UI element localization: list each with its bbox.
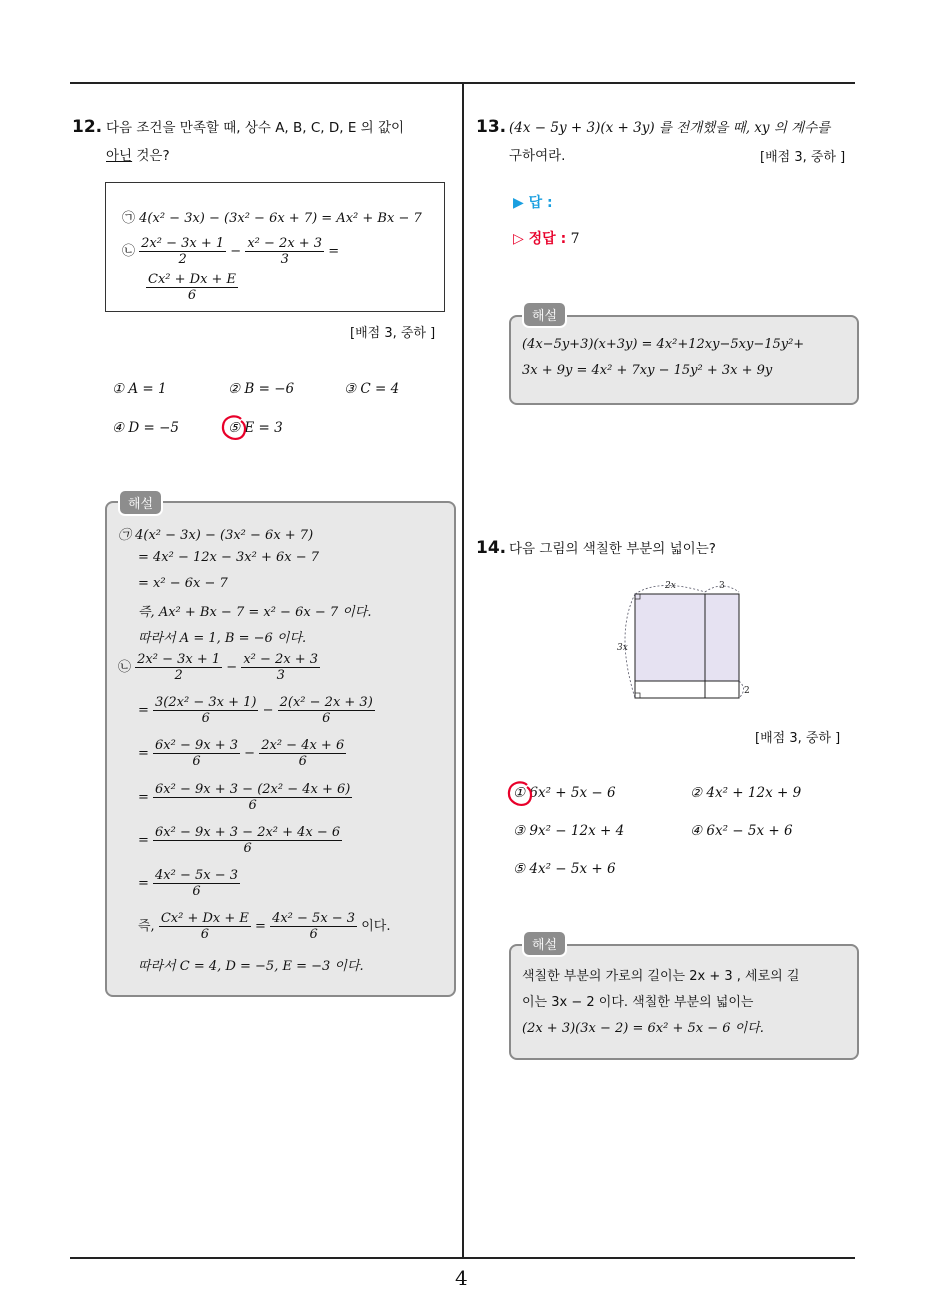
q13-score: [배점 3, 중하 ]: [760, 150, 846, 165]
q14-sol-line1: 색칠한 부분의 가로의 길이는 2x + 3 , 세로의 길: [522, 969, 800, 984]
q12-choice-2[interactable]: ② B = −6: [228, 381, 295, 397]
q12-cond2-frac3: $\frac{\text{Cx² + Dx + E}}{6}$: [148, 272, 237, 303]
q14-shaded-region: [635, 594, 739, 681]
q13-answer-label: ▶ 답 :: [513, 195, 553, 211]
q12-score: [배점 3, 중하 ]: [350, 326, 436, 341]
q14-figure: [610, 574, 758, 704]
q12-sol-line8: = $\frac{\text{6x² − 9x + 3}}{6}$ − $\frac{\text{2x² − 4x + 6}}{6}$: [138, 738, 345, 769]
q12-cond2-frac1: $\frac{\text{2x² − 3x + 1}}{2}$: [141, 236, 225, 267]
q14-solution-tag: 해설: [522, 930, 567, 957]
q12-sol-line2: = 4x² − 12x − 3x² + 6x − 7: [138, 550, 320, 565]
q12-sol-line13: 따라서 C = 4, D = −5, E = −3 이다.: [138, 959, 364, 974]
q13-sol-line2: 3x + 9y = 4x² + 7xy − 15y² + 3x + 9y: [522, 363, 773, 378]
q13-text-line1: (4x − 5y + 3)(x + 3y) 를 전개했을 때, xy 의 계수를: [509, 120, 831, 136]
q14-sol-line3: (2x + 3)(3x − 2) = 6x² + 5x − 6 이다.: [522, 1021, 764, 1036]
q14-choice-5[interactable]: ⑤ 4x² − 5x + 6: [513, 861, 616, 877]
q12-answer-circle-icon: [219, 413, 249, 443]
q13-text-line2: 구하여라.: [509, 148, 566, 164]
q12-solution-tag: 해설: [118, 489, 163, 516]
q12-sol-line10: = $\frac{\text{6x² − 9x + 3 − 2x² + 4x − 6}}{6}$: [138, 825, 341, 856]
q12-underlined-word: 아닌: [106, 148, 133, 164]
q12-choice-1[interactable]: ① A = 1: [112, 381, 167, 397]
q14-label-left: 3x: [617, 643, 628, 653]
q13-solution-box: [509, 315, 859, 405]
q14-answer-circle-icon: [505, 779, 535, 809]
q14-label-right: 2: [744, 686, 750, 696]
bottom-rule: [70, 1257, 855, 1259]
q12-sol-line5: 따라서 A = 1, B = −6 이다.: [138, 631, 307, 646]
q14-text: 다음 그림의 색칠한 부분의 넓이는?: [509, 541, 716, 557]
q12-sol-line4: 즉, Ax² + Bx − 7 = x² − 6x − 7 이다.: [138, 605, 372, 620]
q12-sol-line1: ㉠ 4(x² − 3x) − (3x² − 6x + 7): [118, 528, 314, 543]
q14-sol-line2: 이는 3x − 2 이다. 색칠한 부분의 넓이는: [522, 995, 754, 1010]
q12-text-line2: [106, 142, 170, 170]
q14-choice-3[interactable]: ③ 9x² − 12x + 4: [513, 823, 625, 839]
q13-correct-row: [513, 228, 580, 248]
q12-sol-line3: = x² − 6x − 7: [138, 576, 228, 591]
q12-cond1-mark: ㉠: [122, 211, 136, 226]
q12-cond2-frac2: $\frac{\text{x² − 2x + 3}}{3}$: [247, 236, 323, 267]
q13-number: 13.: [476, 117, 507, 137]
q12-cond1: [122, 207, 422, 226]
q12-cond2: ㉡ $\frac{\text{2x² − 3x + 1}}{2}$ − $\frac{\text{x² − 2x + 3}}{3}$ =: [122, 236, 340, 267]
q13-correct-label: ▷ 정답 :: [513, 231, 567, 247]
q12-text-rest: 것은?: [132, 148, 170, 164]
q14-choice-1[interactable]: ① 6x² + 5x − 6: [513, 785, 616, 801]
q13-sol-line1: (4x−5y+3)(x+3y) = 4x²+12xy−5xy−15y²+: [522, 337, 805, 352]
q12-number: 12.: [72, 117, 103, 137]
q12-cond2-mark: ㉡: [122, 244, 136, 259]
q12-sol-line11: = $\frac{\text{4x² − 5x − 3}}{6}$: [138, 868, 239, 899]
q12-sol-line9: = $\frac{\text{6x² − 9x + 3 − (2x² − 4x + 6)}}{6}$: [138, 782, 351, 813]
q12-choice-3[interactable]: ③ C = 4: [344, 381, 400, 397]
q14-label-top-right: 3: [719, 581, 725, 591]
q12-text-line1: 다음 조건을 만족할 때, 상수 A, B, C, D, E 의 값이: [106, 120, 405, 136]
q12-choice-5[interactable]: ⑤ E = 3: [228, 420, 283, 436]
page-number: 4: [455, 1266, 468, 1290]
column-divider: [462, 82, 464, 1258]
q13-correct-value: 7: [570, 231, 580, 247]
q12-sol-line6: ㉡ $\frac{\text{2x² − 3x + 1}}{2}$ − $\frac{\text{x² − 2x + 3}}{3}$: [118, 652, 319, 683]
q12-choice-4[interactable]: ④ D = −5: [112, 420, 180, 436]
q12-sol-line7: = $\frac{\text{3(2x² − 3x + 1)}}{6}$ − $\frac{\text{2(x² − 2x + 3)}}{6}$: [138, 695, 373, 726]
q12-sol-line12: 즉, $\frac{\text{Cx² + Dx + E}}{6}$ = $\frac{\text{4x² − 5x − 3}}{6}$ 이다.: [138, 911, 391, 942]
q12-cond1-expr: 4(x² − 3x) − (3x² − 6x + 7) = Ax² + Bx − 7: [139, 211, 422, 226]
q14-choice-2[interactable]: ② 4x² + 12x + 9: [690, 785, 802, 801]
q13-solution-tag: 해설: [522, 301, 567, 328]
q14-choice-4[interactable]: ④ 6x² − 5x + 6: [690, 823, 793, 839]
q14-score: [배점 3, 중하 ]: [755, 731, 841, 746]
q14-number: 14.: [476, 538, 507, 558]
q14-label-top-left: 2x: [665, 581, 676, 591]
